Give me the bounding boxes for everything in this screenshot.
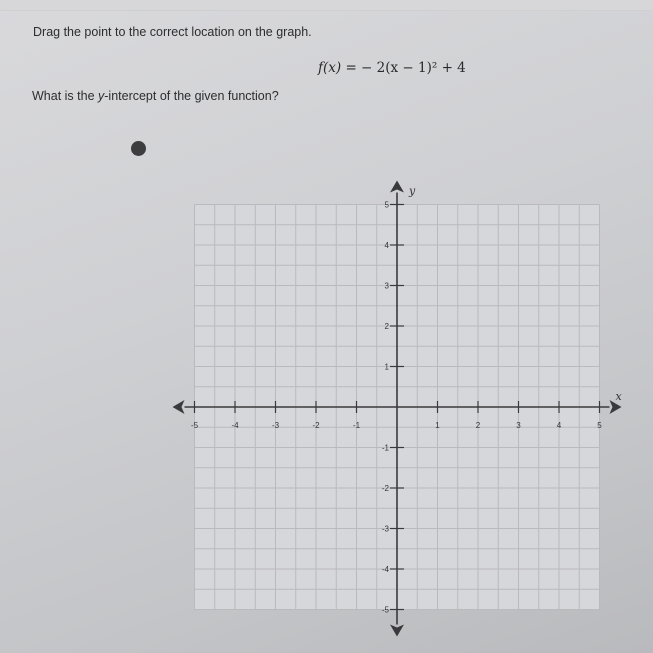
x-tick-label: 4 [556, 421, 562, 430]
x-tick-label: 5 [597, 421, 602, 430]
x-tick-label: -5 [190, 421, 199, 430]
question-italic: y [98, 89, 105, 103]
y-tick-label: 2 [384, 322, 389, 331]
x-tick-label: 3 [516, 421, 521, 430]
equation-rhs: = − 2(x − 1)² + 4 [345, 60, 466, 76]
y-axis-arrow-up-icon [390, 181, 404, 193]
x-tick-label: -1 [352, 421, 361, 430]
y-tick-label: 5 [384, 200, 389, 210]
y-tick-label: -3 [381, 524, 389, 534]
x-axis-arrow-left-icon [173, 400, 185, 414]
x-tick-label: 1 [435, 421, 440, 430]
y-axis-label: y [409, 184, 416, 198]
y-tick-label: -5 [381, 605, 389, 615]
y-tick-label: -4 [381, 565, 389, 574]
y-tick-label: -1 [381, 443, 389, 453]
y-tick-label: -2 [381, 484, 389, 493]
x-tick-label: -3 [271, 421, 280, 430]
x-tick-label: 2 [475, 421, 481, 430]
y-tick-label: 4 [384, 241, 389, 250]
x-axis-label: x [615, 390, 622, 403]
question-before: What is the [32, 89, 98, 103]
y-tick-label: 1 [384, 362, 389, 372]
x-tick-label: -2 [312, 421, 320, 430]
x-tick-label: -4 [231, 421, 239, 430]
y-axis-arrow-down-icon [390, 625, 404, 637]
question-after: -intercept of the given function? [104, 89, 279, 103]
instruction-text: Drag the point to the correct location on the graph. [33, 25, 312, 39]
equation-lhs: f(x) [318, 60, 342, 76]
y-tick-label: 3 [384, 281, 389, 291]
